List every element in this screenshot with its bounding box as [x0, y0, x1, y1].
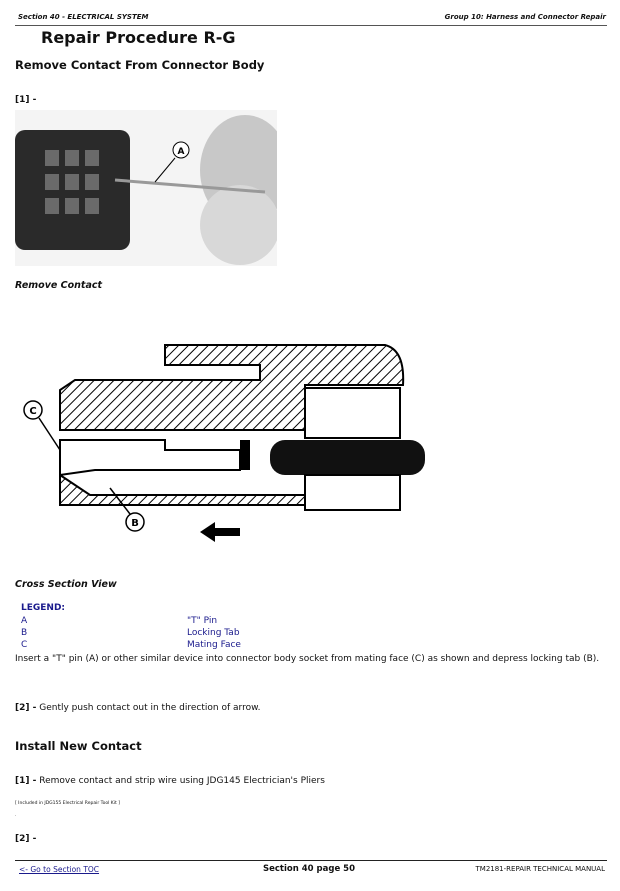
photo-caption: Remove Contact: [15, 280, 103, 291]
instruction-text: Insert a "T" pin (A) or other similar device into connector body socket from mating face (C) as shown and depress locking tab (B).: [15, 654, 600, 664]
step-1-label: [1] -: [15, 95, 37, 105]
cross-section-diagram: [15, 340, 435, 550]
wire: [270, 440, 425, 475]
page-title: Repair Procedure R-G: [41, 28, 236, 47]
install-step-1-label: [1] -: [15, 776, 37, 786]
legend-key: B: [21, 628, 28, 638]
callout-c: C: [29, 406, 37, 417]
tool-kit-note: [ Included in JDG155 Electrical Repair Tool Kit ]: [15, 801, 120, 806]
install-step-1: [15, 776, 325, 786]
section-heading-remove: Remove Contact From Connector Body: [15, 58, 265, 72]
connector-photo: [15, 110, 277, 266]
legend-key: C: [21, 640, 28, 650]
header-section: Section 40 - ELECTRICAL SYSTEM: [18, 13, 149, 21]
go-to-section-toc-link[interactable]: <- Go to Section TOC: [19, 865, 100, 874]
step-2-text: Gently push contact out in the direction of arrow.: [39, 703, 261, 713]
legend-row: [21, 616, 241, 628]
manual-name: TM2181-REPAIR TECHNICAL MANUAL: [475, 865, 605, 873]
header-group: Group 10: Harness and Connector Repair: [444, 13, 606, 21]
legend-row: [21, 628, 241, 640]
step-2-label: [2] -: [15, 703, 37, 713]
diagram-caption: Cross Section View: [15, 579, 117, 590]
legend: [21, 616, 241, 652]
legend-value: Locking Tab: [187, 628, 240, 638]
section-heading-install: Install New Contact: [15, 739, 142, 753]
arrow-icon: [200, 522, 240, 542]
legend-value: Mating Face: [187, 640, 241, 650]
legend-row: [21, 640, 241, 652]
page-number: Section 40 page 50: [263, 864, 355, 874]
callout-b: B: [131, 518, 139, 529]
legend-key: A: [21, 616, 28, 626]
legend-value: "T" Pin: [187, 616, 218, 626]
note-dot: .: [15, 813, 17, 818]
footer-rule: [15, 860, 607, 861]
legend-title: LEGEND:: [21, 603, 66, 613]
header-rule: [15, 25, 607, 26]
install-step-1-text: Remove contact and strip wire using JDG145 Electrician's Pliers: [39, 776, 325, 786]
install-step-2-label: [2] -: [15, 834, 37, 844]
step-2: [15, 703, 260, 713]
callout-a: A: [177, 147, 185, 157]
